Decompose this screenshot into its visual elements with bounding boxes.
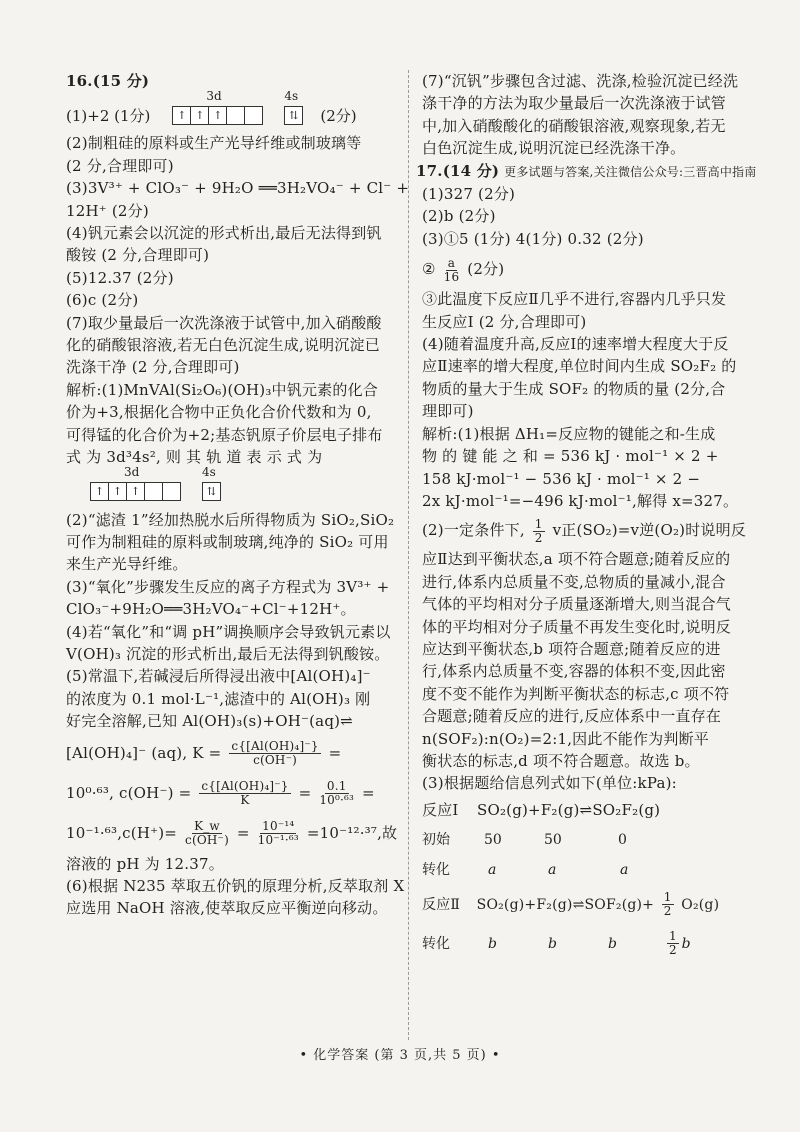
fraction-den: 16 <box>443 269 460 284</box>
table-cell: a <box>488 861 497 878</box>
text-line: 体的平均相对分子质量不再发生变化时,说明反 <box>422 617 731 636</box>
orbital-3d-label: 3d <box>124 465 140 479</box>
orbital-box: ⇅ <box>284 106 303 125</box>
orbital-box <box>244 106 263 125</box>
text-line: (5)12.37 (2分) <box>66 268 174 287</box>
text-line: (6)根据 N235 萃取五价钒的原理分析,反萃取剂 X <box>66 876 405 895</box>
table-cell: 0 <box>618 831 627 848</box>
fraction <box>229 740 320 767</box>
text-line: 12H⁺ (2分) <box>66 201 149 220</box>
text-line: 化的硝酸银溶液,若无白色沉淀生成,说明沉淀已 <box>66 336 380 355</box>
text-line: 应Ⅱ速率的增大程度,单位时间内生成 SO₂F₂ 的 <box>422 357 737 376</box>
orbital-box <box>226 106 245 125</box>
fraction-num: 0.1 <box>326 779 347 794</box>
fraction-num: K_w <box>194 819 220 834</box>
fraction-den: c(OH⁻) <box>253 753 298 768</box>
text-line: 物质的量大于生成 SOF₂ 的物质的量 (2分,合 <box>422 379 726 398</box>
q17-heading-line <box>416 160 757 183</box>
text-line: 2x kJ·mol⁻¹=−496 kJ·mol⁻¹,解得 x=327。 <box>422 491 739 510</box>
reaction-label: 反应Ⅱ <box>422 896 461 913</box>
reaction-equation: SO₂(g)+F₂(g)⇌SO₂F₂(g) <box>476 800 661 819</box>
fraction-den: c(OH⁻) <box>185 833 229 848</box>
text-line: 价为+3,根据化合物中正负化合价代数和为 0, <box>66 403 372 422</box>
fraction <box>319 780 354 807</box>
table-cell-var: b <box>681 935 691 952</box>
fraction <box>258 820 299 847</box>
eq-text: = <box>236 823 250 842</box>
table-cell: b <box>488 935 497 952</box>
orbital-box: ⇅ <box>202 482 221 501</box>
text-line: 溶液的 pH 为 12.37。 <box>66 854 224 873</box>
table-cell-frac <box>652 925 712 963</box>
fraction <box>662 891 674 918</box>
orbital-4s-label: 4s <box>202 465 216 479</box>
orbital-box: ↑ <box>208 106 227 125</box>
text-line: (3)①5 (1分) 4(1分) 0.32 (2分) <box>422 229 644 248</box>
fraction <box>199 780 290 807</box>
left-column <box>66 70 410 920</box>
text-line: (6)c (2分) <box>66 291 139 310</box>
orbital-4s-label: 4s <box>284 88 299 103</box>
text-line: 白色沉淀生成,说明沉淀已经洗涤干净。 <box>422 139 686 158</box>
equation-line <box>66 773 398 813</box>
fraction-num: 1 <box>669 929 677 944</box>
text-line: (7)“沉钒”步骤包含过滤、洗涤,检验沉淀已经洗 <box>422 72 739 90</box>
fraction <box>444 257 460 284</box>
fraction-num: c{[Al(OH)₄]⁻} <box>231 739 319 754</box>
text-line: (3)“氧化”步骤发生反应的离子方程式为 3V³⁺ + <box>66 577 390 596</box>
text-line: 气体的平均相对分子质量逐渐增大,则当混合气 <box>422 595 731 614</box>
text-line: 涤干净的方法为取少量最后一次洗涤液于试管 <box>422 94 727 113</box>
text-line: (7)取少量最后一次洗涤液于试管中,加入硝酸酸 <box>66 313 382 332</box>
reaction-1-start-row <box>422 825 744 855</box>
fraction-den: K <box>240 793 250 808</box>
text-line: 158 kJ·mol⁻¹ − 536 kJ · mol⁻¹ × 2 − <box>422 469 701 488</box>
eq-text: ② <box>422 260 436 279</box>
reaction-equation: SO₂(g)+F₂(g)⇌SOF₂(g)+ <box>476 896 655 913</box>
orbital-4s <box>202 465 220 501</box>
eq-text: = <box>298 783 312 802</box>
table-cell: a <box>548 861 557 878</box>
fraction-den: 2 <box>534 530 543 545</box>
orbital-box: ↑ <box>108 482 127 501</box>
text-line: (1)327 (2分) <box>422 185 516 204</box>
text-line: 度不变不能作为判断平衡状态的标志,c 项不符 <box>422 684 730 703</box>
q16-orbital-row <box>66 88 398 132</box>
fraction <box>533 518 545 545</box>
eq-text: (2分) <box>467 260 505 279</box>
text-line: 式 为 3d³4s², 则 其 轨 道 表 示 式 为 <box>66 448 323 467</box>
eq-text: = <box>362 783 375 802</box>
table-cell: b <box>608 935 617 952</box>
eq-text: [Al(OH)₄]⁻ (aq), K = <box>66 743 222 762</box>
text-line: (4)若“氧化”和“调 pH”调换顺序会导致钒元素以 <box>66 622 391 641</box>
text-line: ③此温度下反应Ⅱ几乎不进行,容器内几乎只发 <box>422 290 727 309</box>
text-line: 应选用 NaOH 溶液,使萃取反应平衡逆向移动。 <box>66 899 388 918</box>
orbital-box: ↑ <box>126 482 145 501</box>
text-line: (2)制粗硅的原料或生产光导纤维或制玻璃等 <box>66 134 362 153</box>
reaction-1-change-row <box>422 855 744 885</box>
row-label: 初始 <box>422 831 450 848</box>
text-line: ClO₃⁻+9H₂O══3H₂VO₄⁻+Cl⁻+12H⁺。 <box>66 600 356 619</box>
text-line: 应Ⅱ达到平衡状态,a 项不符合题意;随着反应的 <box>422 550 731 569</box>
fraction-den: 10⁻¹·⁶³ <box>257 833 299 848</box>
column-divider <box>408 70 409 1040</box>
orbital-diagram <box>172 88 262 125</box>
table-cell: 50 <box>544 831 562 848</box>
reaction-equation-end: O₂(g) <box>681 896 720 913</box>
fraction <box>185 820 229 847</box>
orbital-diagram <box>90 465 180 501</box>
fraction-den: 2 <box>663 904 672 919</box>
page-footer: • 化学答案 (第 3 页,共 5 页) • <box>299 1048 501 1063</box>
equation-line <box>66 733 398 773</box>
q17-note: 更多试题与答案,关注微信公众号:三晋高中指南 <box>504 164 757 179</box>
q16-heading: 16.(15 分) <box>66 72 150 90</box>
orbital-4s <box>284 88 302 125</box>
text-line: n(SOF₂):n(O₂)=2:1,因此不能作为判断平 <box>422 729 709 748</box>
eq-text: 10⁻¹·⁶³,c(H⁺)= <box>66 823 178 842</box>
orbital-box: ↑ <box>172 106 191 125</box>
text-line: 理即可) <box>422 402 474 421</box>
row-label: 转化 <box>422 861 450 878</box>
reaction-label: 反应Ⅰ <box>422 800 459 819</box>
equation-line <box>422 512 747 548</box>
text-line: (2 分,合理即可) <box>66 156 174 175</box>
reaction-2-line <box>422 885 744 925</box>
text-line: 物 的 键 能 之 和 = 536 kJ · mol⁻¹ × 2 + <box>422 447 719 466</box>
text-line: 好完全溶解,已知 Al(OH)₃(s)+OH⁻(aq)⇌ <box>66 712 353 731</box>
equation-line <box>422 250 744 288</box>
text-line: (3)3V³⁺ + ClO₃⁻ + 9H₂O ══3H₂VO₄⁻ + Cl⁻ + <box>66 179 410 198</box>
reaction-2-change-row <box>422 925 744 963</box>
reaction-1-line <box>422 795 744 825</box>
text-line: (4)随着温度升高,反应Ⅰ的速率增大程度大于反 <box>422 335 729 354</box>
row-label: 转化 <box>422 935 450 952</box>
text-line: (2)b (2分) <box>422 207 496 226</box>
table-cell: 50 <box>484 831 502 848</box>
fraction-num: 1 <box>663 890 672 905</box>
text-line: V(OH)₃ 沉淀的形式析出,最后无法得到钒酸铵。 <box>66 644 390 663</box>
text-line: 解析:(1)MnVAl(Si₂O₆)(OH)₃中钒元素的化合 <box>66 380 378 399</box>
orbital-box: ↑ <box>90 482 109 501</box>
eq-text: =10⁻¹²·³⁷,故 <box>306 823 398 842</box>
text-line: 生反应Ⅰ (2 分,合理即可) <box>422 312 587 331</box>
q16-p1-prefix: (1)+2 (1分) <box>66 106 151 125</box>
text-line: 衡状态的标志,d 项不符合题意。故选 b。 <box>422 751 700 770</box>
fraction-num: c{[Al(OH)₄]⁻} <box>201 779 289 794</box>
text-line: 来生产光导纤维。 <box>66 555 188 574</box>
q16-p1-score: (2分) <box>320 106 357 125</box>
orbital-box: ↑ <box>190 106 209 125</box>
text-line: 行,体系内总质量不变,容器的体积不变,因此密 <box>422 662 726 681</box>
right-column <box>416 70 757 963</box>
q17-heading: 17.(14 分) <box>416 161 500 180</box>
text-line: 酸铵 (2 分,合理即可) <box>66 246 210 265</box>
text-line: 洗涤干净 (2 分,合理即可) <box>66 358 240 377</box>
eq-text: = <box>328 743 342 762</box>
fraction-num: 1 <box>534 516 543 531</box>
fraction-den: 10⁰·⁶³ <box>319 793 355 808</box>
eq-text: 10⁰·⁶³, c(OH⁻) = <box>66 783 192 802</box>
fraction-num: a <box>447 255 456 270</box>
fraction-den: 2 <box>669 943 677 958</box>
text-line: 可得锰的化合价为+2;基态钒原子价层电子排布 <box>66 425 383 444</box>
orbital-box <box>144 482 163 501</box>
text-line: 解析:(1)根据 ΔH₁=反应物的键能之和-生成 <box>422 424 716 443</box>
text-line: 中,加入硝酸酸化的硝酸银溶液,观察现象,若无 <box>422 116 726 135</box>
text-line: 进行,体系内总质量不变,总物质的量减小,混合 <box>422 572 726 591</box>
text-line: (3)根据题给信息列式如下(单位:kPa): <box>422 774 677 793</box>
fraction <box>667 930 679 957</box>
text-line: 可作为制粗硅的原料或制玻璃,纯净的 SiO₂ 可用 <box>66 532 389 551</box>
text-line: (4)钒元素会以沉淀的形式析出,最后无法得到钒 <box>66 224 382 243</box>
explanation-orbital-row <box>66 465 398 509</box>
equation-line <box>66 813 398 853</box>
table-cell: a <box>620 861 629 878</box>
eq-text: v正(SO₂)=v逆(O₂)时说明反 <box>552 521 747 540</box>
text-line: (2)“滤渣 1”经加热脱水后所得物质为 SiO₂,SiO₂ <box>66 510 395 529</box>
text-line: 的浓度为 0.1 mol·L⁻¹,滤渣中的 Al(OH)₃ 刚 <box>66 689 371 708</box>
text-line: 应达到平衡状态,b 项符合题意;随着反应的进 <box>422 639 721 658</box>
orbital-box <box>162 482 181 501</box>
text-line: 合题意;随着反应的进行,反应体系中一直存在 <box>422 707 722 726</box>
eq-text: (2)一定条件下, <box>422 521 525 540</box>
orbital-3d-label: 3d <box>206 88 222 103</box>
table-cell: b <box>548 935 557 952</box>
fraction-num: 10⁻¹⁴ <box>262 819 295 834</box>
text-line: (5)常温下,若碱浸后所得浸出液中[Al(OH)₄]⁻ <box>66 667 371 686</box>
